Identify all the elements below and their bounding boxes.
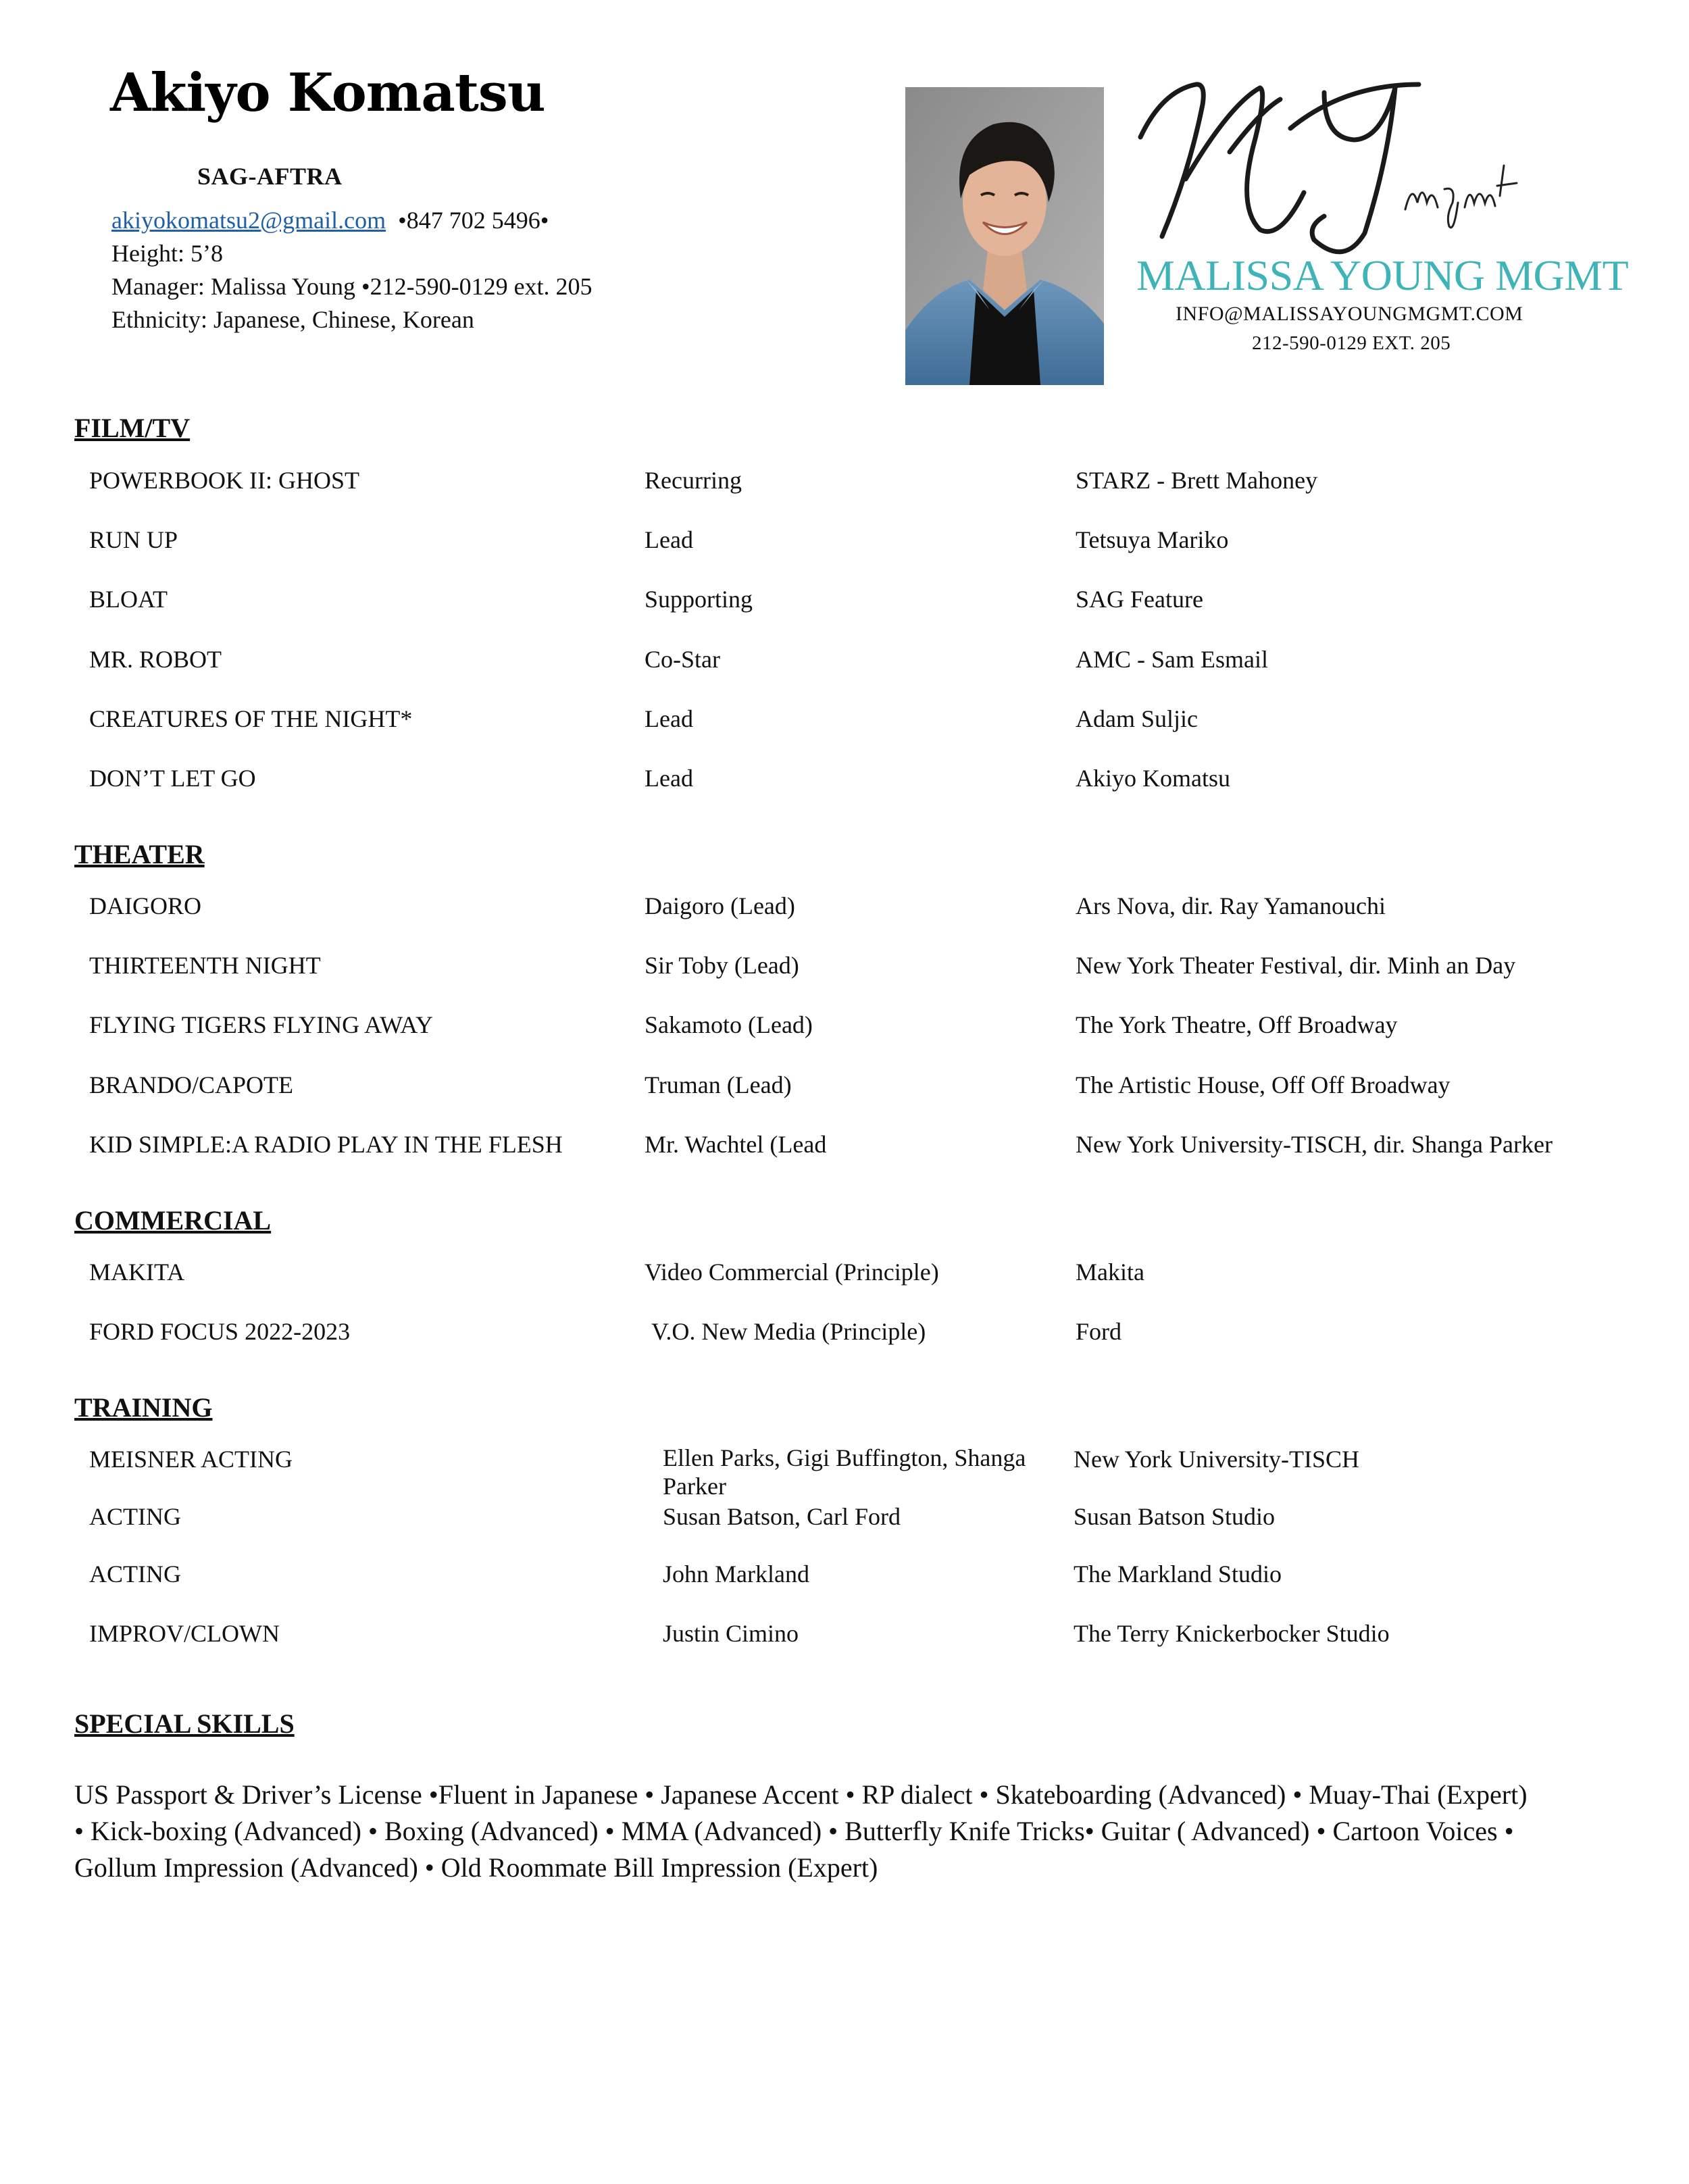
actor-name: Akiyo Komatsu	[110, 62, 545, 124]
agency-monogram-logo	[1121, 64, 1581, 375]
phone-number: •847 702 5496•	[398, 207, 549, 234]
credit-role: Lead	[645, 705, 693, 732]
training-teachers: Ellen Parks, Gigi Buffington, Shanga Parker	[663, 1444, 1026, 1500]
agency-email: INFO@MALISSAYOUNGMGMT.COM	[1176, 303, 1523, 325]
credit-role: Mr. Wachtel (Lead	[645, 1131, 827, 1158]
email-phone-line	[111, 204, 593, 237]
film-tv-heading: FILM/TV	[74, 413, 191, 443]
credit-company: Ars Nova, dir. Ray Yamanouchi	[1076, 892, 1386, 919]
union-affiliation: SAG-AFTRA	[197, 163, 343, 190]
credit-role: Co-Star	[645, 646, 720, 673]
special-skills-heading: SPECIAL SKILLS	[74, 1708, 295, 1739]
training-subject: IMPROV/CLOWN	[89, 1620, 280, 1647]
credit-title: MAKITA	[89, 1259, 185, 1286]
credit-title: THIRTEENTH NIGHT	[89, 952, 321, 979]
credit-company: SAG Feature	[1076, 586, 1203, 613]
ethnicity: Ethnicity: Japanese, Chinese, Korean	[111, 306, 474, 333]
commercial-heading: COMMERCIAL	[74, 1205, 272, 1236]
credit-role: Recurring	[645, 467, 742, 494]
manager: Manager: Malissa Young •212-590-0129 ext. 205	[111, 273, 593, 300]
email-link[interactable]: akiyokomatsu2@gmail.com	[111, 207, 386, 234]
credit-company: AMC - Sam Esmail	[1076, 646, 1268, 673]
agency-phone: 212-590-0129 EXT. 205	[1252, 332, 1451, 354]
credit-role: V.O. New Media (Principle)	[651, 1318, 926, 1345]
headshot-photo	[905, 87, 1104, 385]
credit-company: The York Theatre, Off Broadway	[1076, 1011, 1398, 1038]
credit-title: RUN UP	[89, 526, 178, 553]
credit-role: Sir Toby (Lead)	[645, 952, 799, 979]
credit-company: New York Theater Festival, dir. Minh an Day	[1076, 952, 1516, 979]
credit-title: MR. ROBOT	[89, 646, 222, 673]
credit-title: FORD FOCUS 2022-2023	[89, 1318, 351, 1345]
credit-title: BRANDO/CAPOTE	[89, 1071, 294, 1098]
training-teachers: John Markland	[663, 1560, 809, 1588]
training-teachers: Justin Cimino	[663, 1620, 799, 1647]
credit-company: Tetsuya Mariko	[1076, 526, 1229, 553]
credit-company: Adam Suljic	[1076, 705, 1198, 732]
credit-company: New York University-TISCH, dir. Shanga Parker	[1076, 1131, 1553, 1158]
credit-title: DAIGORO	[89, 892, 201, 919]
theater-heading: THEATER	[74, 839, 205, 869]
training-subject: MEISNER ACTING	[89, 1446, 293, 1473]
credit-role: Truman (Lead)	[645, 1071, 792, 1098]
height: Height: 5’8	[111, 240, 223, 267]
credit-title: FLYING TIGERS FLYING AWAY	[89, 1011, 433, 1038]
contact-block	[111, 204, 593, 336]
agency-name: MALISSA YOUNG MGMT	[1136, 251, 1629, 299]
credit-title: KID SIMPLE:A RADIO PLAY IN THE FLESH	[89, 1131, 563, 1158]
training-school: The Markland Studio	[1074, 1560, 1282, 1588]
credit-title: POWERBOOK II: GHOST	[89, 467, 359, 494]
training-heading: TRAINING	[74, 1392, 213, 1423]
credit-role: Lead	[645, 526, 693, 553]
credit-role: Daigoro (Lead)	[645, 892, 795, 919]
special-skills-text: US Passport & Driver’s License •Fluent in Japanese • Japanese Accent • RP dialect • Skateboarding (Advanced) • Muay-Thai (Expert) • Kick-boxing (Advanced) • Boxing (Advanced) • MMA (Advanced) • Butterfly Knife Tricks• Guitar ( Advanced) • Cartoon Voices • Gollum Impression (Advanced) • Old Roommate Bill Impression (Expert)	[74, 1779, 1528, 1883]
training-school: Susan Batson Studio	[1074, 1503, 1276, 1530]
training-teachers: Susan Batson, Carl Ford	[663, 1503, 901, 1530]
credit-role: Video Commercial (Principle)	[645, 1259, 939, 1286]
credit-company: Makita	[1076, 1259, 1144, 1286]
credit-title: CREATURES OF THE NIGHT*	[89, 705, 413, 732]
training-school: New York University-TISCH	[1074, 1446, 1359, 1473]
credit-company: The Artistic House, Off Off Broadway	[1076, 1071, 1451, 1098]
training-subject: ACTING	[89, 1503, 181, 1530]
training-subject: ACTING	[89, 1560, 181, 1588]
credit-title: DON’T LET GO	[89, 765, 256, 792]
credit-role: Lead	[645, 765, 693, 792]
credit-company: STARZ - Brett Mahoney	[1076, 467, 1318, 494]
credit-company: Akiyo Komatsu	[1076, 765, 1230, 792]
credit-role: Supporting	[645, 586, 753, 613]
credit-title: BLOAT	[89, 586, 168, 613]
credit-role: Sakamoto (Lead)	[645, 1011, 813, 1038]
credit-company: Ford	[1076, 1318, 1122, 1345]
training-school: The Terry Knickerbocker Studio	[1074, 1620, 1390, 1647]
